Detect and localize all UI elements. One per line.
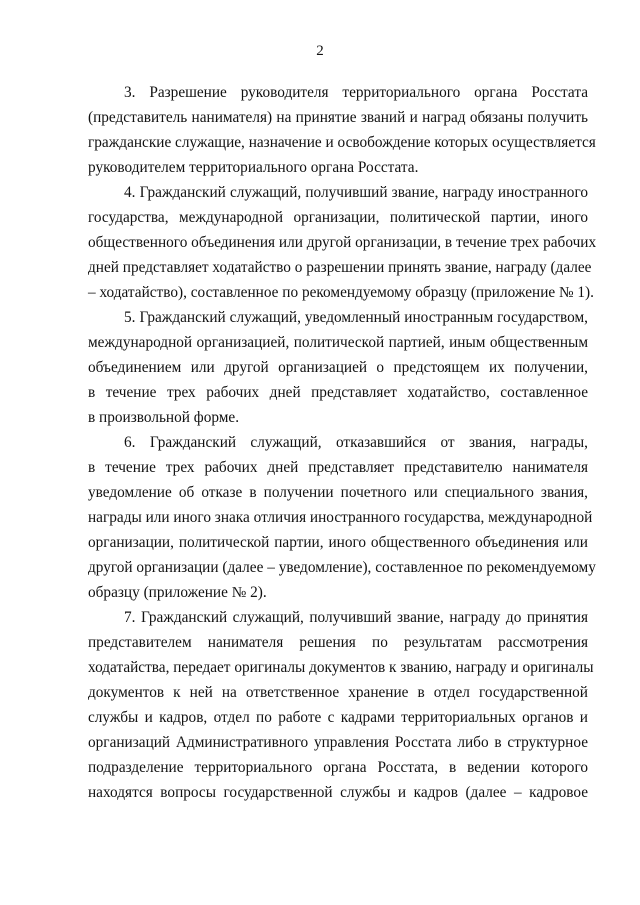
paragraph-3 — [88, 80, 596, 180]
paragraph-line: образцу (приложение № 2). — [88, 584, 267, 601]
paragraph-line: организации, политической партии, иного общественного объединения или — [88, 534, 588, 551]
paragraph-line: 5. Гражданский служащий, уведомленный иностранным государством, — [124, 309, 588, 326]
paragraph-line: службы и кадров, отдел по работе с кадрами территориальных органов и — [88, 709, 588, 726]
paragraph-line: гражданские служащие, назначение и освобождение которых осуществляется — [88, 134, 596, 151]
paragraph-line: в течение трех рабочих дней представляет представителю нанимателя — [88, 459, 588, 476]
paragraph-line: уведомление об отказе в получении почетного или специального звания, — [88, 484, 588, 501]
paragraph-line: – ходатайство), составленное по рекомендуемому образцу (приложение № 1). — [88, 284, 594, 301]
paragraph-line: другой организации (далее – уведомление), составленное по рекомендуемому — [88, 559, 596, 576]
paragraph-line: руководителем территориального органа Росстата. — [88, 159, 419, 176]
paragraph-line: 3. Разрешение руководителя территориального органа Росстата — [124, 84, 588, 101]
paragraph-line: объединением или другой организацией о предстоящем их получении, — [88, 359, 588, 376]
paragraph-line: подразделение территориального органа Росстата, в ведении которого — [88, 759, 588, 776]
paragraph-line: международной организацией, политической партией, иным общественным — [88, 334, 588, 351]
paragraph-line: в течение трех рабочих дней представляет ходатайство, составленное — [88, 384, 588, 401]
paragraph-line: награды или иного знака отличия иностранного государства, международной — [88, 509, 593, 526]
paragraph-line: представителем нанимателя решения по результатам рассмотрения — [88, 634, 588, 651]
paragraph-line: документов к ней на ответственное хранение в отдел государственной — [88, 684, 588, 701]
page-number: 2 — [316, 43, 324, 59]
document-body — [88, 80, 597, 805]
paragraph-5 — [88, 305, 588, 430]
paragraph-line: в произвольной форме. — [88, 409, 240, 426]
paragraph-line: дней представляет ходатайство о разрешении принять звание, награду (далее — [88, 259, 592, 276]
paragraph-line: 4. Гражданский служащий, получивший звание, награду иностранного — [124, 184, 588, 201]
paragraph-line: государства, международной организации, политической партии, иного — [88, 209, 588, 226]
paragraph-line: ходатайства, передает оригиналы документов к званию, награду и оригиналы — [88, 659, 594, 676]
paragraph-line: организаций Административного управления Росстата либо в структурное — [88, 734, 588, 751]
paragraph-line: находятся вопросы государственной службы и кадров (далее – кадровое — [88, 784, 588, 801]
paragraph-7 — [88, 605, 594, 805]
paragraph-line: 7. Гражданский служащий, получивший звание, награду до принятия — [124, 609, 588, 626]
paragraph-line: 6. Гражданский служащий, отказавшийся от звания, награды, — [124, 434, 588, 451]
paragraph-6 — [88, 430, 596, 605]
paragraph-4 — [88, 180, 597, 305]
paragraph-line: (представитель нанимателя) на принятие званий и наград обязаны получить — [88, 109, 588, 126]
paragraph-line: общественного объединения или другой организации, в течение трех рабочих — [88, 234, 597, 251]
